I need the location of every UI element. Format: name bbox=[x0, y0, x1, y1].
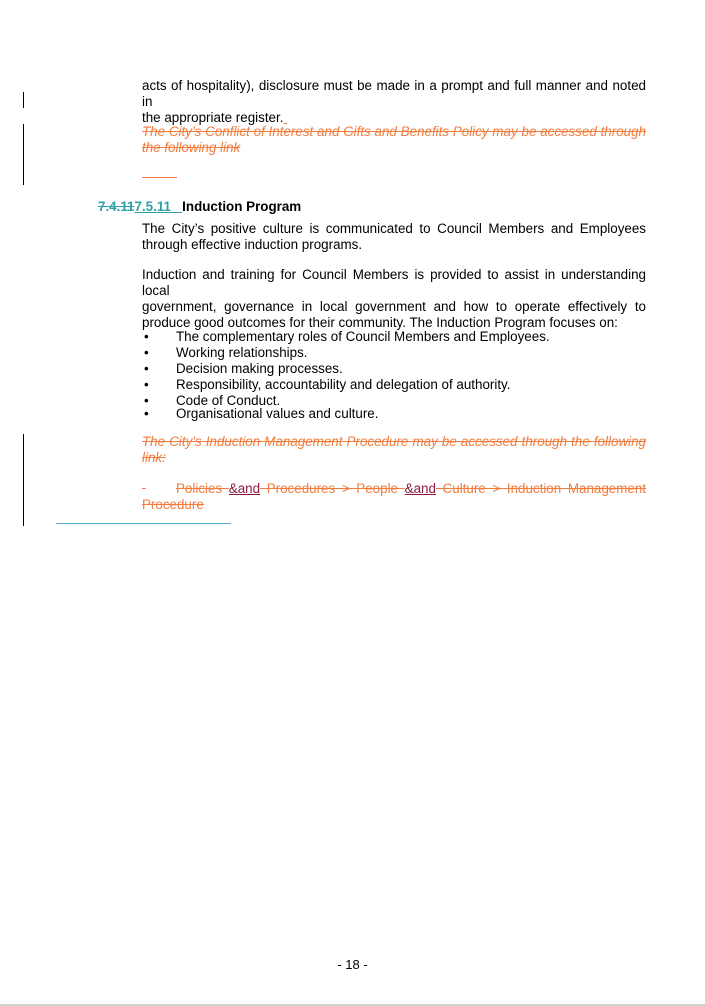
list-item: • Code of Conduct. bbox=[144, 393, 281, 408]
paragraph-hospitality bbox=[142, 78, 646, 126]
paragraph-induction-training bbox=[142, 267, 646, 331]
text-line: through effective induction programs. bbox=[142, 237, 363, 252]
deleted-navigation-path bbox=[142, 481, 646, 513]
text-line: the appropriate register. bbox=[142, 110, 284, 125]
focus-bullet-list bbox=[142, 329, 646, 422]
list-item: • Organisational values and culture. bbox=[144, 406, 379, 421]
bullet-icon: • bbox=[144, 406, 149, 421]
list-item: • The complementary roles of Council Members and Employees. bbox=[144, 329, 550, 344]
text-line: the following link bbox=[142, 140, 241, 155]
list-item: • Decision making processes. bbox=[144, 361, 343, 376]
revision-divider bbox=[56, 523, 231, 524]
text-line: government, governance in local government and how to operate effectively to bbox=[142, 299, 646, 314]
deleted-marker bbox=[142, 177, 177, 178]
bullet-icon: • bbox=[144, 361, 149, 376]
list-item: • Responsibility, accountability and delegation of authority. bbox=[144, 377, 511, 392]
bullet-icon: • bbox=[144, 329, 149, 344]
section-heading bbox=[98, 199, 301, 214]
list-item: • Working relationships. bbox=[144, 345, 308, 360]
deleted-induction-link-paragraph bbox=[142, 434, 646, 466]
text-line: Induction and training for Council Members is provided to assist in understanding local bbox=[142, 267, 646, 298]
text-line: The City’s Conflict of Interest and Gifts and Benefits Policy may be accessed through bbox=[142, 124, 646, 139]
paragraph-culture bbox=[142, 221, 646, 253]
section-title: Induction Program bbox=[182, 199, 302, 214]
text-line: link: bbox=[142, 450, 166, 465]
bullet-icon: • bbox=[144, 377, 149, 392]
text-line: The City’s positive culture is communicated to Council Members and Employees bbox=[142, 221, 646, 236]
bullet-icon: • bbox=[144, 393, 149, 408]
change-bar bbox=[23, 434, 24, 526]
text-line: acts of hospitality), disclosure must be made in a prompt and full manner and noted in bbox=[142, 78, 646, 109]
change-bar bbox=[23, 92, 24, 108]
deleted-policy-link-paragraph bbox=[142, 124, 646, 156]
text-line: Policies &and Procedures > People &and Culture > Induction Management bbox=[176, 481, 647, 496]
text-line: The City’s Induction Management Procedure may be accessed through the following bbox=[142, 434, 646, 449]
text-line: produce good outcomes for their community. The Induction Program focuses on: bbox=[142, 315, 618, 330]
change-bar bbox=[23, 124, 24, 185]
page-number: - 18 - bbox=[337, 957, 368, 972]
text-line: Procedure bbox=[142, 497, 204, 512]
old-section-number: 7.4.11 bbox=[98, 199, 135, 214]
bullet-icon: • bbox=[144, 345, 149, 360]
new-section-number: 7.5.11 bbox=[134, 199, 171, 214]
